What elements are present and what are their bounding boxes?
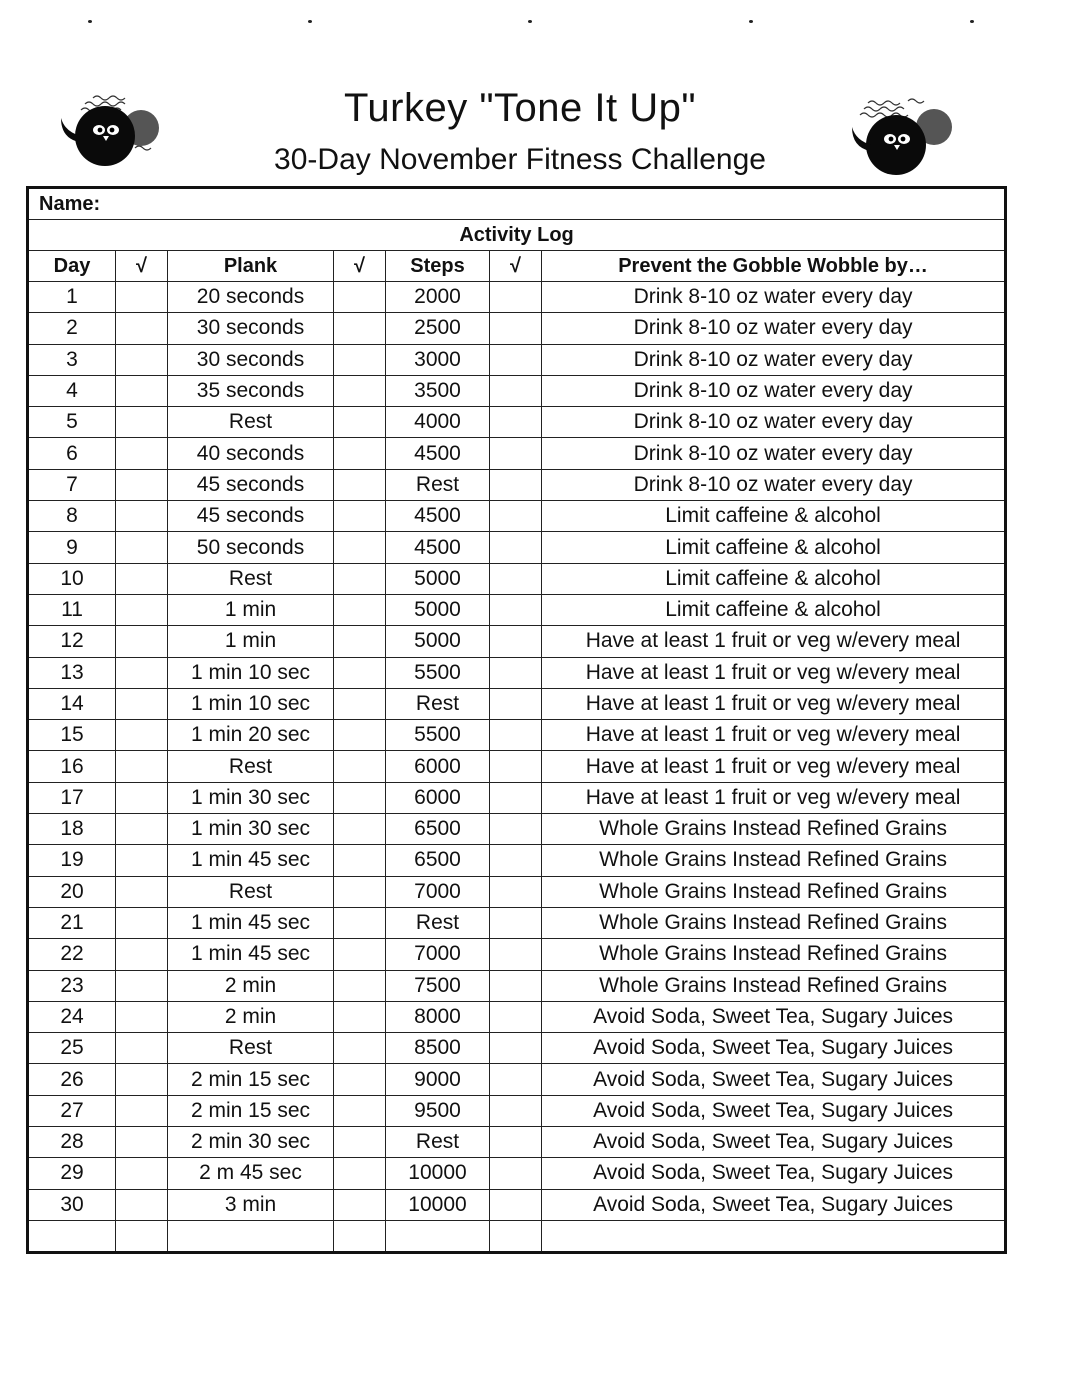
tip-cell: Limit caffeine & alcohol	[542, 501, 1006, 532]
plank-cell: 1 min 45 sec	[168, 939, 334, 970]
check-cell[interactable]	[490, 1033, 542, 1064]
day-cell: 28	[28, 1127, 116, 1158]
table-row	[28, 282, 1006, 313]
day-cell: 6	[28, 438, 116, 469]
day-cell: 23	[28, 970, 116, 1001]
check-cell[interactable]	[334, 814, 386, 845]
plank-cell: 1 min 45 sec	[168, 845, 334, 876]
tip-cell: Avoid Soda, Sweet Tea, Sugary Juices	[542, 1001, 1006, 1032]
table-row	[28, 375, 1006, 406]
check-cell[interactable]	[334, 1189, 386, 1220]
plank-cell: 45 seconds	[168, 469, 334, 500]
scan-speck	[528, 20, 532, 23]
check-cell[interactable]	[116, 344, 168, 375]
table-row	[28, 1095, 1006, 1126]
check-cell[interactable]	[490, 970, 542, 1001]
check-cell[interactable]	[116, 751, 168, 782]
steps-cell: 5500	[386, 657, 490, 688]
table-row	[28, 1001, 1006, 1032]
check-cell[interactable]	[116, 782, 168, 813]
day-cell: 17	[28, 782, 116, 813]
check-cell[interactable]	[490, 814, 542, 845]
tip-cell: Avoid Soda, Sweet Tea, Sugary Juices	[542, 1033, 1006, 1064]
check-cell[interactable]	[116, 1033, 168, 1064]
check-cell[interactable]	[490, 469, 542, 500]
check-cell[interactable]	[490, 657, 542, 688]
activity-log-sheet	[26, 186, 1014, 1254]
col-header-check: √	[490, 251, 542, 282]
steps-cell: 7000	[386, 939, 490, 970]
check-cell[interactable]	[116, 657, 168, 688]
check-cell[interactable]	[334, 469, 386, 500]
check-cell[interactable]	[490, 407, 542, 438]
day-cell: 5	[28, 407, 116, 438]
steps-cell: 9500	[386, 1095, 490, 1126]
tip-cell: Have at least 1 fruit or veg w/every meal	[542, 751, 1006, 782]
check-cell[interactable]	[334, 1095, 386, 1126]
scan-speck	[749, 20, 753, 23]
check-cell[interactable]	[490, 532, 542, 563]
table-row	[28, 845, 1006, 876]
tip-cell: Drink 8-10 oz water every day	[542, 469, 1006, 500]
table-row	[28, 563, 1006, 594]
day-cell: 26	[28, 1064, 116, 1095]
table-row	[28, 344, 1006, 375]
table-row	[28, 751, 1006, 782]
steps-cell: Rest	[386, 688, 490, 719]
check-cell[interactable]	[334, 907, 386, 938]
check-cell[interactable]	[334, 720, 386, 751]
check-cell[interactable]	[116, 438, 168, 469]
steps-cell: 5500	[386, 720, 490, 751]
check-cell[interactable]	[490, 782, 542, 813]
check-cell[interactable]	[116, 1189, 168, 1220]
scan-speck	[970, 20, 974, 23]
table-row	[28, 939, 1006, 970]
tip-cell: Whole Grains Instead Refined Grains	[542, 876, 1006, 907]
tip-cell: Whole Grains Instead Refined Grains	[542, 970, 1006, 1001]
col-header-plank: Plank	[168, 251, 334, 282]
day-cell: 11	[28, 594, 116, 625]
check-cell[interactable]	[116, 1064, 168, 1095]
table-row	[28, 1158, 1006, 1189]
tip-cell: Whole Grains Instead Refined Grains	[542, 845, 1006, 876]
check-cell[interactable]	[334, 970, 386, 1001]
table-row	[28, 876, 1006, 907]
check-cell[interactable]	[116, 626, 168, 657]
steps-cell: 5000	[386, 563, 490, 594]
day-cell: 15	[28, 720, 116, 751]
check-cell[interactable]	[334, 501, 386, 532]
steps-cell: 8500	[386, 1033, 490, 1064]
plank-cell: Rest	[168, 751, 334, 782]
steps-cell: 2000	[386, 282, 490, 313]
check-cell[interactable]	[490, 344, 542, 375]
steps-cell: 4500	[386, 438, 490, 469]
table-row	[28, 688, 1006, 719]
check-cell[interactable]	[116, 1001, 168, 1032]
plank-cell: 30 seconds	[168, 313, 334, 344]
check-cell[interactable]	[116, 939, 168, 970]
check-cell[interactable]	[334, 594, 386, 625]
check-cell[interactable]	[116, 814, 168, 845]
plank-cell: 45 seconds	[168, 501, 334, 532]
day-cell: 8	[28, 501, 116, 532]
check-cell[interactable]	[334, 657, 386, 688]
steps-cell: 9000	[386, 1064, 490, 1095]
table-row	[28, 438, 1006, 469]
tip-cell: Whole Grains Instead Refined Grains	[542, 907, 1006, 938]
table-row	[28, 907, 1006, 938]
tip-cell: Avoid Soda, Sweet Tea, Sugary Juices	[542, 1127, 1006, 1158]
check-cell[interactable]	[116, 1127, 168, 1158]
table-row	[28, 1220, 1006, 1252]
name-label: Name:	[39, 193, 101, 215]
check-cell[interactable]	[490, 563, 542, 594]
steps-cell: Rest	[386, 907, 490, 938]
day-cell: 21	[28, 907, 116, 938]
check-cell[interactable]	[490, 1158, 542, 1189]
day-cell: 14	[28, 688, 116, 719]
plank-cell: 1 min 30 sec	[168, 782, 334, 813]
day-cell: 20	[28, 876, 116, 907]
table-row	[28, 469, 1006, 500]
table-row	[28, 657, 1006, 688]
check-cell[interactable]	[116, 282, 168, 313]
check-cell[interactable]	[116, 907, 168, 938]
check-cell[interactable]	[490, 720, 542, 751]
check-cell[interactable]	[490, 282, 542, 313]
plank-cell: Rest	[168, 563, 334, 594]
day-cell: 27	[28, 1095, 116, 1126]
table-row	[28, 782, 1006, 813]
tip-cell	[542, 1220, 1006, 1252]
steps-cell: 10000	[386, 1189, 490, 1220]
col-header-steps: Steps	[386, 251, 490, 282]
steps-cell	[386, 1220, 490, 1252]
plank-cell: 2 min	[168, 1001, 334, 1032]
col-header-check: √	[116, 251, 168, 282]
table-row	[28, 720, 1006, 751]
table-row	[28, 1127, 1006, 1158]
steps-cell: 3000	[386, 344, 490, 375]
check-cell[interactable]	[116, 1158, 168, 1189]
check-cell[interactable]	[334, 626, 386, 657]
plank-cell: 1 min 30 sec	[168, 814, 334, 845]
check-cell[interactable]	[490, 1189, 542, 1220]
plank-cell: 3 min	[168, 1189, 334, 1220]
tip-cell: Limit caffeine & alcohol	[542, 594, 1006, 625]
check-cell[interactable]	[116, 688, 168, 719]
steps-cell: 10000	[386, 1158, 490, 1189]
plank-cell: 1 min 10 sec	[168, 657, 334, 688]
activity-log-table	[26, 186, 1007, 1254]
check-cell[interactable]	[490, 845, 542, 876]
day-cell: 16	[28, 751, 116, 782]
check-cell[interactable]	[490, 626, 542, 657]
plank-cell: 1 min	[168, 626, 334, 657]
plank-cell: 1 min 10 sec	[168, 688, 334, 719]
table-row	[28, 1064, 1006, 1095]
tip-cell: Whole Grains Instead Refined Grains	[542, 814, 1006, 845]
check-cell[interactable]	[116, 720, 168, 751]
plank-cell: 2 m 45 sec	[168, 1158, 334, 1189]
plank-cell: 2 min 30 sec	[168, 1127, 334, 1158]
check-cell[interactable]	[334, 532, 386, 563]
check-cell[interactable]	[490, 1127, 542, 1158]
steps-cell: 4500	[386, 501, 490, 532]
table-row	[28, 532, 1006, 563]
check-cell[interactable]	[490, 1095, 542, 1126]
table-header-row	[28, 251, 1006, 282]
plank-cell: Rest	[168, 876, 334, 907]
plank-cell: 20 seconds	[168, 282, 334, 313]
steps-cell: 7500	[386, 970, 490, 1001]
steps-cell: 4500	[386, 532, 490, 563]
check-cell[interactable]	[334, 1033, 386, 1064]
plank-cell: 35 seconds	[168, 375, 334, 406]
check-cell[interactable]	[116, 407, 168, 438]
tip-cell: Limit caffeine & alcohol	[542, 532, 1006, 563]
day-cell: 12	[28, 626, 116, 657]
plank-cell: 2 min 15 sec	[168, 1095, 334, 1126]
tip-cell: Drink 8-10 oz water every day	[542, 438, 1006, 469]
check-cell[interactable]	[334, 438, 386, 469]
tip-cell: Drink 8-10 oz water every day	[542, 344, 1006, 375]
check-cell[interactable]	[334, 375, 386, 406]
day-cell: 13	[28, 657, 116, 688]
check-cell[interactable]	[490, 907, 542, 938]
steps-cell: 6500	[386, 814, 490, 845]
plank-cell: 1 min 45 sec	[168, 907, 334, 938]
tip-cell: Avoid Soda, Sweet Tea, Sugary Juices	[542, 1095, 1006, 1126]
col-header-check: √	[334, 251, 386, 282]
steps-cell: 6000	[386, 782, 490, 813]
check-cell[interactable]	[116, 532, 168, 563]
name-field[interactable]	[28, 188, 1006, 220]
table-row	[28, 626, 1006, 657]
steps-cell: 5000	[386, 594, 490, 625]
col-header-day: Day	[28, 251, 116, 282]
day-cell: 9	[28, 532, 116, 563]
day-cell: 19	[28, 845, 116, 876]
table-row	[28, 501, 1006, 532]
day-cell: 29	[28, 1158, 116, 1189]
check-cell[interactable]	[334, 407, 386, 438]
plank-cell: 2 min 15 sec	[168, 1064, 334, 1095]
steps-cell: 8000	[386, 1001, 490, 1032]
table-row	[28, 814, 1006, 845]
check-cell[interactable]	[334, 313, 386, 344]
check-cell[interactable]	[334, 876, 386, 907]
plank-cell: 50 seconds	[168, 532, 334, 563]
scan-speck	[88, 20, 92, 23]
tip-cell: Avoid Soda, Sweet Tea, Sugary Juices	[542, 1158, 1006, 1189]
day-cell: 10	[28, 563, 116, 594]
check-cell[interactable]	[490, 876, 542, 907]
day-cell	[28, 1220, 116, 1252]
check-cell[interactable]	[116, 469, 168, 500]
check-cell[interactable]	[334, 1001, 386, 1032]
tip-cell: Limit caffeine & alcohol	[542, 563, 1006, 594]
day-cell: 25	[28, 1033, 116, 1064]
plank-cell: 40 seconds	[168, 438, 334, 469]
check-cell[interactable]	[116, 876, 168, 907]
day-cell: 24	[28, 1001, 116, 1032]
tip-cell: Drink 8-10 oz water every day	[542, 407, 1006, 438]
day-cell: 22	[28, 939, 116, 970]
check-cell[interactable]	[490, 594, 542, 625]
tip-cell: Have at least 1 fruit or veg w/every meal	[542, 688, 1006, 719]
steps-cell: 7000	[386, 876, 490, 907]
check-cell[interactable]	[490, 1001, 542, 1032]
check-cell[interactable]	[116, 375, 168, 406]
steps-cell: Rest	[386, 1127, 490, 1158]
table-row	[28, 1033, 1006, 1064]
plank-cell: 1 min	[168, 594, 334, 625]
table-row	[28, 1189, 1006, 1220]
plank-cell: Rest	[168, 1033, 334, 1064]
check-cell[interactable]	[116, 563, 168, 594]
table-row	[28, 970, 1006, 1001]
steps-cell: 2500	[386, 313, 490, 344]
tip-cell: Drink 8-10 oz water every day	[542, 375, 1006, 406]
check-cell[interactable]	[334, 344, 386, 375]
tip-cell: Have at least 1 fruit or veg w/every meal	[542, 626, 1006, 657]
check-cell[interactable]	[116, 313, 168, 344]
check-cell[interactable]	[490, 688, 542, 719]
check-cell[interactable]	[490, 939, 542, 970]
check-cell[interactable]	[116, 594, 168, 625]
table-row	[28, 313, 1006, 344]
check-cell[interactable]	[490, 1220, 542, 1252]
check-cell[interactable]	[490, 1064, 542, 1095]
steps-cell: 6000	[386, 751, 490, 782]
steps-cell: 4000	[386, 407, 490, 438]
check-cell[interactable]	[490, 375, 542, 406]
steps-cell: 3500	[386, 375, 490, 406]
day-cell: 18	[28, 814, 116, 845]
plank-cell	[168, 1220, 334, 1252]
check-cell[interactable]	[334, 1220, 386, 1252]
check-cell[interactable]	[116, 501, 168, 532]
table-row	[28, 594, 1006, 625]
check-cell[interactable]	[490, 313, 542, 344]
day-cell: 2	[28, 313, 116, 344]
plank-cell: 30 seconds	[168, 344, 334, 375]
tip-cell: Whole Grains Instead Refined Grains	[542, 939, 1006, 970]
check-cell[interactable]	[334, 282, 386, 313]
tip-cell: Drink 8-10 oz water every day	[542, 313, 1006, 344]
check-cell[interactable]	[116, 970, 168, 1001]
check-cell[interactable]	[334, 688, 386, 719]
steps-cell: Rest	[386, 469, 490, 500]
check-cell[interactable]	[334, 939, 386, 970]
col-header-tip: Prevent the Gobble Wobble by…	[542, 251, 1006, 282]
check-cell[interactable]	[116, 1220, 168, 1252]
steps-cell: 6500	[386, 845, 490, 876]
log-title: Activity Log	[28, 220, 1006, 251]
check-cell[interactable]	[334, 1158, 386, 1189]
plank-cell: Rest	[168, 407, 334, 438]
plank-cell: 2 min	[168, 970, 334, 1001]
day-cell: 30	[28, 1189, 116, 1220]
day-cell: 7	[28, 469, 116, 500]
check-cell[interactable]	[334, 1127, 386, 1158]
check-cell[interactable]	[490, 501, 542, 532]
tip-cell: Avoid Soda, Sweet Tea, Sugary Juices	[542, 1189, 1006, 1220]
check-cell[interactable]	[490, 438, 542, 469]
tip-cell: Have at least 1 fruit or veg w/every meal	[542, 782, 1006, 813]
page-title: Turkey "Tone It Up"	[343, 86, 697, 130]
steps-cell: 5000	[386, 626, 490, 657]
check-cell[interactable]	[116, 845, 168, 876]
check-cell[interactable]	[334, 782, 386, 813]
scan-speck	[308, 20, 312, 23]
plank-cell: 1 min 20 sec	[168, 720, 334, 751]
day-cell: 1	[28, 282, 116, 313]
table-row	[28, 407, 1006, 438]
tip-cell: Drink 8-10 oz water every day	[542, 282, 1006, 313]
check-cell[interactable]	[334, 563, 386, 594]
check-cell[interactable]	[334, 751, 386, 782]
tip-cell: Avoid Soda, Sweet Tea, Sugary Juices	[542, 1064, 1006, 1095]
check-cell[interactable]	[334, 1064, 386, 1095]
day-cell: 3	[28, 344, 116, 375]
check-cell[interactable]	[116, 1095, 168, 1126]
day-cell: 4	[28, 375, 116, 406]
tip-cell: Have at least 1 fruit or veg w/every meal	[542, 657, 1006, 688]
tip-cell: Have at least 1 fruit or veg w/every meal	[542, 720, 1006, 751]
check-cell[interactable]	[334, 845, 386, 876]
page-subtitle: 30-Day November Fitness Challenge	[274, 143, 766, 176]
check-cell[interactable]	[490, 751, 542, 782]
